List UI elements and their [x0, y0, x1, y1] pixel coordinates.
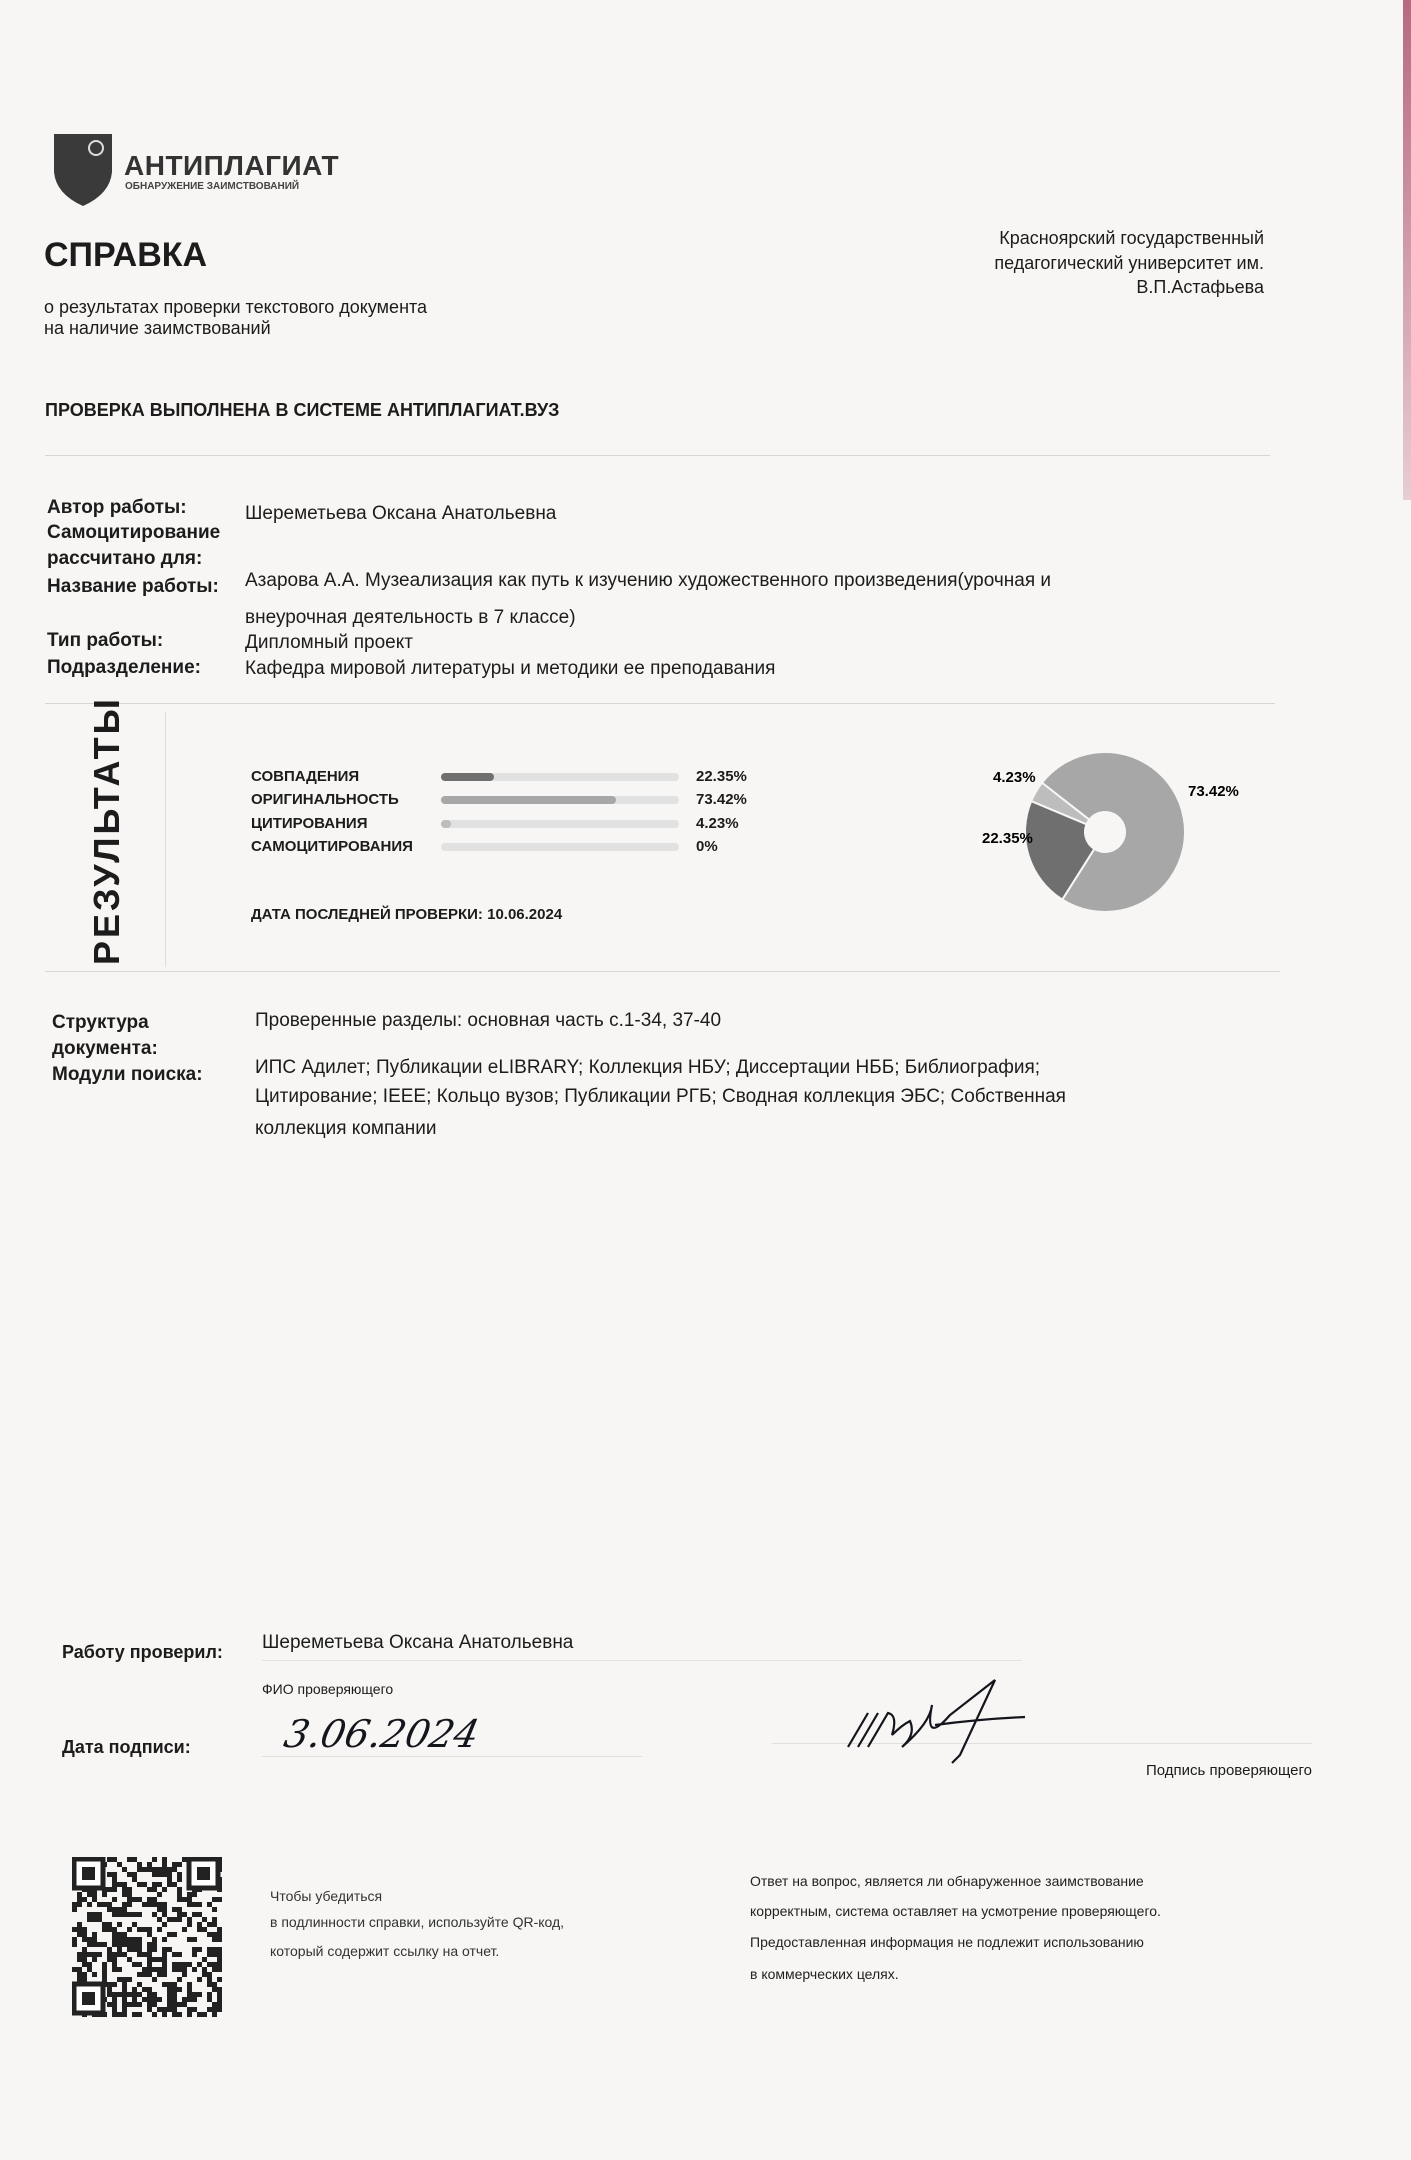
organization-line-3: В.П.Астафьева: [1136, 277, 1264, 297]
fio-caption: ФИО проверяющего: [262, 1681, 394, 1697]
qr-code[interactable]: [72, 1857, 222, 2017]
result-label: СОВПАДЕНИЯ: [251, 768, 360, 785]
divider: [45, 971, 1280, 972]
disclaimer-line-4: в коммерческих целях.: [750, 1966, 899, 1982]
selfcite-label: Самоцитирование: [47, 522, 221, 543]
title-label: Название работы:: [47, 576, 219, 597]
structure-label-2: документа:: [52, 1038, 158, 1059]
system-heading: ПРОВЕРКА ВЫПОЛНЕНА В СИСТЕМЕ АНТИПЛАГИАТ.ВУЗ: [45, 400, 560, 420]
donut-label: 73.42%: [1188, 783, 1239, 800]
result-label: ЦИТИРОВАНИЯ: [251, 815, 368, 832]
modules-line-2: Цитирование; IEEE; Кольцо вузов; Публикации РГБ; Сводная коллекция ЭБС; Собственная: [255, 1086, 1066, 1107]
result-label: САМОЦИТИРОВАНИЯ: [251, 838, 413, 855]
type-label: Тип работы:: [47, 630, 164, 651]
result-label: ОРИГИНАЛЬНОСТЬ: [251, 791, 399, 808]
logo-tagline: ОБНАРУЖЕНИЕ ЗАИМСТВОВАНИЙ: [125, 181, 300, 192]
result-value: 22.35%: [696, 768, 747, 785]
signature-caption: Подпись проверяющего: [1145, 1762, 1312, 1779]
divider: [45, 455, 1270, 456]
last-check-date: ДАТА ПОСЛЕДНЕЙ ПРОВЕРКИ: 10.06.2024: [251, 906, 563, 923]
results-section-label: РЕЗУЛЬТАТЫ: [86, 696, 127, 965]
modules-line-1: ИПС Адилет; Публикации eLIBRARY; Коллекция НБУ; Диссертации НББ; Библиография;: [255, 1057, 1041, 1078]
disclaimer-line-3: Предоставленная информация не подлежит использованию: [750, 1934, 1144, 1950]
date-label: Дата подписи:: [62, 1737, 191, 1757]
result-bar-fill: [441, 796, 616, 804]
result-bar-fill: [441, 773, 494, 781]
result-bar-track: [441, 796, 679, 804]
page-edge: [1403, 0, 1411, 500]
title-value-line-2: внеурочная деятельность в 7 классе): [245, 607, 576, 628]
result-value: 0%: [696, 838, 718, 855]
disclaimer-line-1: Ответ на вопрос, является ли обнаруженное заимствование: [750, 1873, 1144, 1889]
result-value: 73.42%: [696, 791, 747, 808]
structure-value: Проверенные разделы: основная часть с.1-34, 37-40: [255, 1010, 722, 1031]
results-donut-chart: [960, 740, 1240, 930]
subtitle-line-1: о результатах проверки текстового документа: [44, 297, 428, 317]
modules-label: Модули поиска:: [52, 1064, 203, 1085]
donut-label: 4.23%: [993, 769, 1036, 786]
result-bar-track: [441, 773, 679, 781]
handwritten-date: 3.06.2024: [280, 1712, 484, 1756]
organization-line-1: Красноярский государственный: [999, 228, 1264, 248]
title-value-line-1: Азарова А.А. Музеализация как путь к изучению художественного произведения(урочная и: [245, 570, 1052, 591]
organization-line-2: педагогический университет им.: [994, 253, 1264, 273]
disclaimer-line-2: корректным, система оставляет на усмотрение проверяющего.: [750, 1903, 1161, 1919]
checked-by-label: Работу проверил:: [62, 1642, 223, 1662]
result-bar-fill: [441, 820, 451, 828]
qr-text-line-3: который содержит ссылку на отчет.: [270, 1943, 500, 1959]
department-value: Кафедра мировой литературы и методики ее преподавания: [245, 658, 776, 679]
qr-text-line-1: Чтобы убедиться: [270, 1888, 383, 1904]
type-value: Дипломный проект: [245, 632, 413, 653]
author-label: Автор работы:: [47, 497, 187, 518]
signature-image: [840, 1675, 1040, 1765]
name-line: [262, 1660, 1022, 1661]
author-value: Шереметьева Оксана Анатольевна: [245, 503, 557, 524]
date-line: [262, 1756, 642, 1757]
structure-label: Структура: [52, 1012, 149, 1033]
logo-name: АНТИПЛАГИАТ: [124, 150, 340, 181]
divider: [45, 703, 1275, 704]
modules-line-3: коллекция компании: [255, 1118, 437, 1139]
result-bar-track: [441, 820, 679, 828]
donut-label: 22.35%: [982, 830, 1033, 847]
checked-by-value: Шереметьева Оксана Анатольевна: [262, 1632, 574, 1653]
result-value: 4.23%: [696, 815, 739, 832]
qr-text-line-2: в подлинности справки, используйте QR-код,: [270, 1914, 565, 1930]
result-bar-track: [441, 843, 679, 851]
shield-logo-icon: [50, 128, 116, 208]
page-title: СПРАВКА: [44, 236, 208, 274]
subtitle-line-2: на наличие заимствований: [44, 318, 271, 338]
department-label: Подразделение:: [47, 657, 201, 678]
selfcite-label-2: рассчитано для:: [47, 548, 203, 569]
section-divider: [165, 712, 166, 967]
